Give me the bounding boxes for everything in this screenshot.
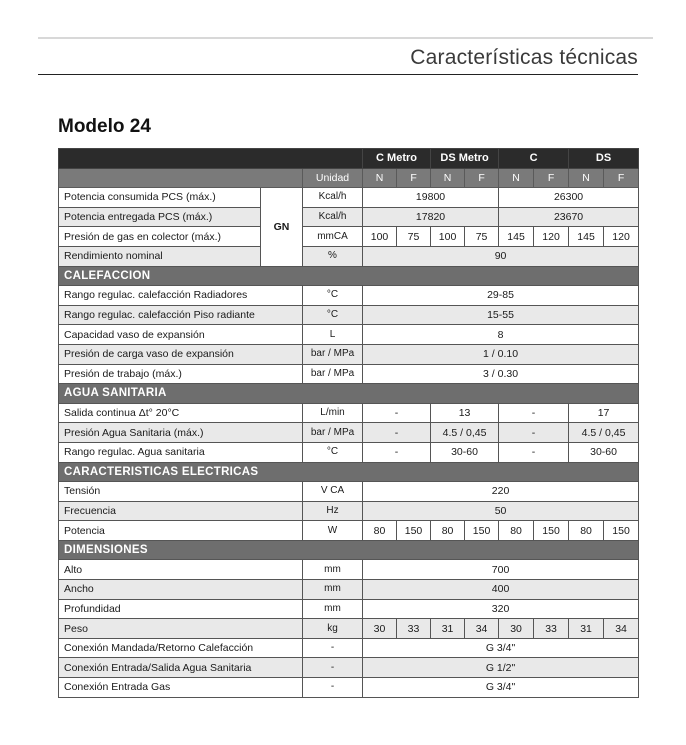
row-value: - [363,423,431,443]
row-unit: mmCA [303,227,363,247]
row-value: 34 [604,619,639,639]
row-value: 1 / 0.10 [363,344,639,364]
section-header-agua-sanitaria [59,384,639,404]
section-title: AGUA SANITARIA [59,384,639,404]
header-subcol: F [604,168,639,188]
row-unit: % [303,246,363,266]
table-row [59,619,639,639]
row-value: G 3/4" [363,638,639,658]
header-blank [59,149,363,169]
header-subcol: F [534,168,569,188]
header-group-c: C [499,149,569,169]
gas-type-cell: GN [261,188,303,266]
row-label: Rango regulac. calefacción Radiadores [59,286,303,306]
header-row-groups [59,149,639,169]
row-label: Conexión Entrada/Salida Agua Sanitaria [59,658,303,678]
table-row [59,678,639,698]
row-value: 8 [363,325,639,345]
row-value: 150 [397,521,431,541]
row-unit: bar / MPa [303,344,363,364]
row-label: Potencia entregada PCS (máx.) [59,207,261,227]
document-title: Características técnicas [410,46,638,69]
row-value: 17 [569,403,639,423]
header-subcol: F [465,168,499,188]
table-row [59,501,639,521]
row-value: 150 [465,521,499,541]
section-title: CARACTERISTICAS ELECTRICAS [59,462,639,482]
row-value: 150 [604,521,639,541]
row-value: 30 [363,619,397,639]
row-label: Presión de trabajo (máx.) [59,364,303,384]
row-unit: bar / MPa [303,364,363,384]
row-unit: Kcal/h [303,188,363,208]
row-value: 400 [363,580,639,600]
row-value: 26300 [499,188,639,208]
row-value: 700 [363,560,639,580]
row-value: 19800 [363,188,499,208]
row-value: 4.5 / 0,45 [431,423,499,443]
table-row [59,442,639,462]
section-title: CALEFACCION [59,266,639,286]
row-value: 33 [397,619,431,639]
table-row [59,580,639,600]
table-row [59,227,639,247]
header-group-c-metro: C Metro [363,149,431,169]
row-value: 75 [397,227,431,247]
row-value: - [499,403,569,423]
row-value: 80 [363,521,397,541]
header-subcol: N [569,168,604,188]
section-title: DIMENSIONES [59,540,639,560]
row-value: 13 [431,403,499,423]
table-row [59,246,639,266]
row-value: G 1/2" [363,658,639,678]
row-value: 4.5 / 0,45 [569,423,639,443]
row-value: 90 [363,246,639,266]
row-value: 30 [499,619,534,639]
title-underline [38,74,638,75]
header-blank [59,168,303,188]
header-subcol: F [397,168,431,188]
row-value: 120 [534,227,569,247]
header-group-ds-metro: DS Metro [431,149,499,169]
table-row [59,658,639,678]
table-row [59,638,639,658]
header-group-ds: DS [569,149,639,169]
row-unit: °C [303,442,363,462]
row-value: 145 [499,227,534,247]
table-row [59,423,639,443]
row-label: Peso [59,619,303,639]
row-unit: bar / MPa [303,423,363,443]
row-label: Presión de gas en colector (máx.) [59,227,261,247]
row-value: 33 [534,619,569,639]
row-label: Salida continua Δt° 20°C [59,403,303,423]
table-row [59,599,639,619]
row-value: 220 [363,482,639,502]
section-header-electricas [59,462,639,482]
row-value: 30-60 [569,442,639,462]
table-row [59,344,639,364]
row-label: Presión Agua Sanitaria (máx.) [59,423,303,443]
row-label: Ancho [59,580,303,600]
row-value: - [363,403,431,423]
row-value: 23670 [499,207,639,227]
row-value: 100 [363,227,397,247]
row-label: Potencia consumida PCS (máx.) [59,188,261,208]
row-label: Conexión Mandada/Retorno Calefacción [59,638,303,658]
row-label: Alto [59,560,303,580]
row-value: 31 [431,619,465,639]
header-subcol: N [499,168,534,188]
table-row [59,325,639,345]
row-value: - [499,442,569,462]
table-row [59,364,639,384]
row-unit: °C [303,286,363,306]
row-unit: - [303,638,363,658]
row-value: 150 [534,521,569,541]
row-label: Rango regulac. calefacción Piso radiante [59,305,303,325]
model-title: Modelo 24 [58,116,151,137]
row-value: 145 [569,227,604,247]
table-row [59,305,639,325]
row-unit: °C [303,305,363,325]
row-unit: V CA [303,482,363,502]
header-subcol: N [431,168,465,188]
row-unit: kg [303,619,363,639]
row-unit: - [303,658,363,678]
row-unit: mm [303,580,363,600]
row-label: Frecuencia [59,501,303,521]
row-unit: Kcal/h [303,207,363,227]
row-label: Tensión [59,482,303,502]
table-row [59,286,639,306]
row-unit: mm [303,599,363,619]
row-label: Capacidad vaso de expansión [59,325,303,345]
row-unit: - [303,678,363,698]
row-value: 320 [363,599,639,619]
row-value: 17820 [363,207,499,227]
row-value: G 3/4" [363,678,639,698]
row-label: Conexión Entrada Gas [59,678,303,698]
table-row [59,521,639,541]
table-row [59,482,639,502]
table-row [59,560,639,580]
section-header-dimensiones [59,540,639,560]
row-value: 80 [569,521,604,541]
row-value: 31 [569,619,604,639]
top-divider [38,37,653,39]
row-value: 75 [465,227,499,247]
header-unit: Unidad [303,168,363,188]
table-row [59,207,639,227]
row-label: Profundidad [59,599,303,619]
table-row [59,403,639,423]
row-label: Presión de carga vaso de expansión [59,344,303,364]
row-unit: L [303,325,363,345]
row-value: 80 [499,521,534,541]
row-unit: Hz [303,501,363,521]
row-value: 30-60 [431,442,499,462]
row-label: Rango regulac. Agua sanitaria [59,442,303,462]
row-unit: W [303,521,363,541]
specifications-table [58,148,639,698]
row-value: 29-85 [363,286,639,306]
row-label: Rendimiento nominal [59,246,261,266]
table-row [59,188,639,208]
header-subcol: N [363,168,397,188]
row-unit: L/min [303,403,363,423]
section-header-calefaccion [59,266,639,286]
row-label: Potencia [59,521,303,541]
row-value: 80 [431,521,465,541]
row-value: - [363,442,431,462]
row-value: 120 [604,227,639,247]
row-value: 15-55 [363,305,639,325]
row-value: 100 [431,227,465,247]
row-value: 3 / 0.30 [363,364,639,384]
row-unit: mm [303,560,363,580]
row-value: 34 [465,619,499,639]
row-value: - [499,423,569,443]
row-value: 50 [363,501,639,521]
header-row-subcols [59,168,639,188]
